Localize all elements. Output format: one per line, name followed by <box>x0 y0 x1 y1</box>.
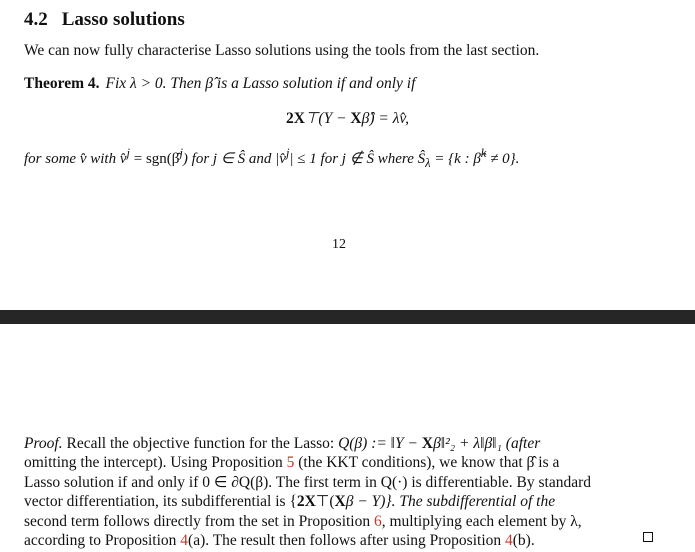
condition-sub: λ <box>425 156 431 170</box>
equation-lhs: ⊤(Y − <box>304 110 351 127</box>
proof-math: ⊤( <box>315 493 335 511</box>
proof-line <box>24 531 664 550</box>
proof-text: (the KKT conditions), we know that β̂ is a <box>294 454 560 472</box>
proof-math: β − Y)}. The subdifferential of the <box>345 493 556 511</box>
proof-line <box>24 434 664 453</box>
section-number: 4.2 <box>24 9 48 30</box>
section-heading <box>24 9 185 31</box>
equation-lhs-bold: 2X <box>285 110 305 127</box>
condition-part: ≠ 0}. <box>486 151 520 167</box>
intro-paragraph: We can now fully characterise Lasso solutions using the tools from the last section. <box>24 42 540 59</box>
condition-part: | ≤ 1 for j ∉ Ŝ where Ŝ <box>289 151 426 167</box>
page-break-bar <box>0 310 695 324</box>
equation-design-matrix: X <box>350 110 362 127</box>
theorem-text: Fix λ > 0. Then β̂ is a Lasso solution if and only if <box>105 75 416 92</box>
condition-sup: j <box>179 146 183 160</box>
proof-text: (b). <box>512 532 535 550</box>
proof-math-bold: 2X <box>296 493 316 511</box>
theorem-label: Theorem 4. <box>24 75 100 92</box>
condition-part: ) for j ∈ Ŝ and |v̂ <box>182 151 286 167</box>
proof-math-bold: X <box>421 435 434 452</box>
qed-square-icon <box>643 532 653 542</box>
proof-text: , multiplying each element by λ, <box>381 512 582 530</box>
proof-text: omitting the intercept). Using Proposition <box>24 454 287 472</box>
proof-label: Proof. <box>24 435 63 452</box>
condition-sup: j <box>126 146 130 160</box>
proof-text: according to Proposition <box>24 532 181 550</box>
proof-text: second term follows directly from the set in Proposition <box>24 512 374 530</box>
proof-text: vector differentiation, its subdifferential is { <box>24 493 297 511</box>
proof-text: Recall the objective function for the Lasso: <box>62 435 339 452</box>
proof-math: Q(β) := ‖Y − <box>338 435 422 452</box>
equation-rhs: β̂) = λv̂, <box>361 110 410 127</box>
condition-part: for some v̂ with v̂ <box>24 151 127 167</box>
section-title: Lasso solutions <box>61 9 185 30</box>
theorem-equation <box>0 109 695 128</box>
proposition-5-link[interactable]: 5 <box>286 454 295 472</box>
proposition-4b-link[interactable]: 4 <box>505 532 513 550</box>
page-bottom <box>0 324 695 552</box>
proof-line: Lasso solution if and only if 0 ∈ ∂Q(β). The first term in Q(·) is differentiable. By standard <box>24 473 591 491</box>
condition-part: = {k : β̂ <box>430 151 481 167</box>
condition-sup: j <box>285 146 290 160</box>
proof-paragraph <box>24 434 664 550</box>
sgn-function: sgn <box>145 151 167 167</box>
proof-line <box>24 512 664 531</box>
condition-part: = <box>129 151 146 167</box>
proof-math-bold: X <box>334 493 346 511</box>
proposition-4a-link[interactable]: 4 <box>180 532 189 550</box>
page-number: 12 <box>332 237 346 252</box>
proposition-6-link[interactable]: 6 <box>373 512 382 530</box>
proof-math: β‖²₂ + λ‖β‖₁ (after <box>433 435 541 452</box>
condition-part: (β̂ <box>166 151 180 167</box>
theorem-statement <box>24 75 415 93</box>
theorem-condition <box>24 146 519 171</box>
proof-line <box>24 453 664 472</box>
proof-text: (a). The result then follows after using Proposition <box>188 532 506 550</box>
proof-line <box>24 492 664 511</box>
condition-sup: k <box>480 146 487 160</box>
